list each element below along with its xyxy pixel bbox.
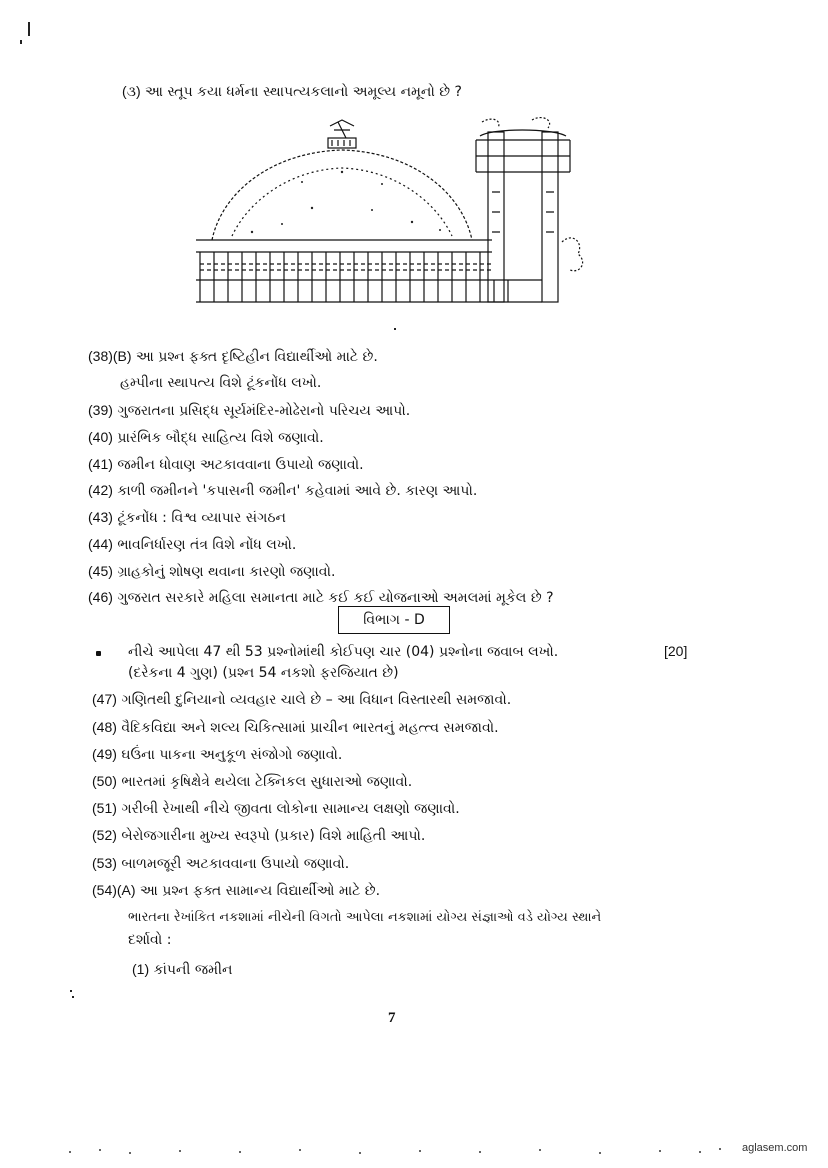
question-42: (42) કાળી જમીનને 'કપાસની જમીન' કહેવામાં આવે છે. કારણ આપો. xyxy=(88,482,478,499)
question-46: (46) ગુજરાત સરકારે મહિલા સમાનતા માટે કઈ કઈ યોજનાઓ અમલમાં મૂકેલ છે ? xyxy=(88,589,554,606)
question-51: (51) ગરીબી રેખાથી નીચે જીવતા લોકોના સામાન્ય લક્ષણો જણાવો. xyxy=(92,800,460,817)
question-39: (39) ગુજરાતના પ્રસિદ્ધ સૂર્યમંદિર-મોઢેરાનો પરિચય આપો. xyxy=(88,402,411,419)
question-43: (43) ટૂંકનોંધ : વિશ્વ વ્યાપાર સંગઠન xyxy=(88,509,286,526)
page-number: 7 xyxy=(388,1010,396,1026)
section-d-header: વિભાગ - D xyxy=(338,606,450,634)
question-41: (41) જમીન ધોવાણ અટકાવવાના ઉપાયો જણાવો. xyxy=(88,456,364,473)
watermark: aglasem.com xyxy=(742,1142,808,1154)
map-item-1: (1) કાંપની જમીન xyxy=(132,961,233,978)
question-3-caption: (૩) આ સ્તૂપ કયા ધર્મના સ્થાપત્યકલાનો અમૂલ્ય નમૂનો છે ? xyxy=(122,83,462,100)
question-49: (49) ઘઉંના પાકના અનુકૂળ સંજોગો જણાવો. xyxy=(92,746,343,763)
question-52: (52) બેરોજગારીના મુખ્ય સ્વરૂપો (પ્રકાર) વિશે માહિતી આપો. xyxy=(92,827,426,844)
bullet-icon xyxy=(96,651,101,656)
section-d-instruction-note: (દરેકના 4 ગુણ) (પ્રશ્ન 54 નકશો ફરજિયાત છે) xyxy=(128,665,399,681)
scan-speck xyxy=(394,328,396,330)
scan-speck xyxy=(70,990,72,992)
map-instruction: ભારતના રેખાંકિત નકશામાં નીચેની વિગતો આપેલા નકશામાં યોગ્ય સંજ્ઞાઓ વડે યોગ્ય સ્થાને xyxy=(128,910,602,925)
scan-noise xyxy=(60,1146,740,1158)
map-instruction-cont: દર્શાવો : xyxy=(128,932,172,948)
question-38b-body: હમ્પીના સ્થાપત્ય વિશે ટૂંકનોંધ લખો. xyxy=(120,375,322,391)
scan-speck xyxy=(28,22,30,36)
question-53: (53) બાળમજૂરી અટકાવવાના ઉપાયો જણાવો. xyxy=(92,855,350,872)
stupa-illustration xyxy=(192,112,592,312)
question-45: (45) ગ્રાહકોનું શોષણ થવાના કારણો જણાવો. xyxy=(88,563,336,580)
question-54a: (54)(A) આ પ્રશ્ન ફક્ત સામાન્ય વિદ્યાર્થીઓ માટે છે. xyxy=(92,882,381,899)
question-48: (48) વૈદિકવિદ્યા અને શલ્ય ચિકિત્સામાં પ્રાચીન ભારતનું મહત્ત્વ સમજાવો. xyxy=(92,719,499,736)
question-40: (40) પ્રારંભિક બૌદ્ધ સાહિત્ય વિશે જણાવો. xyxy=(88,429,324,446)
section-d-instruction: નીચે આપેલા 47 થી 53 પ્રશ્નોમાંથી કોઈપણ ચાર (04) પ્રશ્નોના જવાબ લખો. xyxy=(128,644,559,660)
scan-speck xyxy=(20,40,22,44)
question-50: (50) ભારતમાં કૃષિક્ષેત્રે થયેલા ટેક્નિકલ સુધારાઓ જણાવો. xyxy=(92,773,413,790)
section-d-marks: [20] xyxy=(664,643,688,659)
question-47: (47) ગણિતથી દુનિયાનો વ્યવહાર ચાલે છે – આ વિધાન વિસ્તારથી સમજાવો. xyxy=(92,691,512,708)
question-44: (44) ભાવનિર્ધારણ તંત્ર વિશે નોંધ લખો. xyxy=(88,536,297,553)
question-38b: (38)(B) આ પ્રશ્ન ફક્ત દૃષ્ટિહીન વિદ્યાર્થીઓ માટે છે. xyxy=(88,348,378,365)
scan-speck xyxy=(72,996,74,998)
